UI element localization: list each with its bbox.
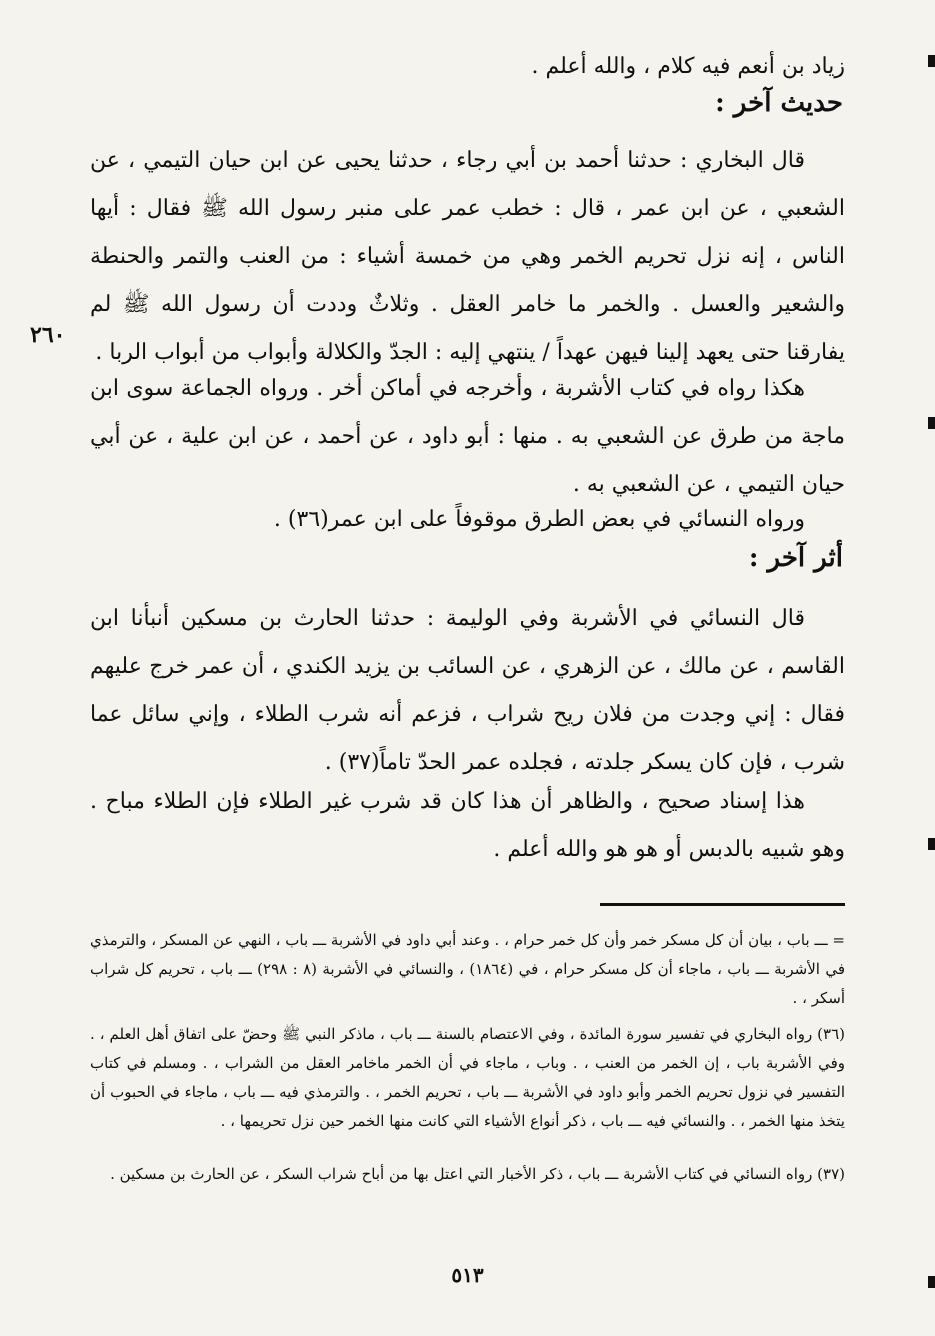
paragraph-takhrij: هكذا رواه في كتاب الأشربة ، وأخرجه في أماكن أخر . ورواه الجماعة سوى ابن ماجة من طرق عن الشعبي به . منها : أبو داود ، عن أحمد ، عن ابن علية ، عن أبي حيان التيمي ، عن الشعبي به . [90,376,845,497]
page-edge-mark [928,417,935,429]
heading-athar: أثر آخر : [748,543,843,573]
footnote-continuation: = ـــ باب ، بيان أن كل مسكر خمر وأن كل خمر حرام ، . وعند أبي داود في الأشربة ـــ باب ، النهي عن المسكر ، والترمذي في الأشربة ـــ باب ، ماجاء أن كل مسكر حرام ، في (١٨٦٤) ، والنسائي في الأشربة (٨ : ٢٩٨) ـــ باب ، تحريم كل شراب أسكر ، . [90,931,845,1007]
heading-hadith: حديث آخر : [715,88,843,118]
margin-page-number: ٢٦٠ [30,322,66,348]
page-edge-mark [928,55,935,67]
footnote-separator [600,903,845,906]
paragraph-bukhari: قال البخاري : حدثنا أحمد بن أبي رجاء ، حدثنا يحيى عن ابن حيان التيمي ، عن الشعبي ، عن ابن عمر ، قال : خطب عمر على منبر رسول الله ﷺ فقال : أيها الناس ، إنه نزل تحريم الخمر وهي من خمسة أشياء : من العنب والتمر والحنطة والشعير والعسل . والخمر ما خامر العقل . وثلاثٌ وددت أن رسول الله ﷺ لم يفارقنا حتى يعهد إلينا فيهن عهداً / ينتهي إليه : الجدّ والكلالة وأبواب من أبواب الربا . [90,148,845,365]
page-edge-mark [928,838,935,850]
paragraph-nasai-athar: قال النسائي في الأشربة وفي الوليمة : حدثنا الحارث بن مسكين أنبأنا ابن القاسم ، عن مالك ، عن الزهري ، عن السائب بن يزيد الكندي ، أن عمر خرج عليهم فقال : إني وجدت من فلان ريح شراب ، فزعم أنه شرب الطلاء ، وإني سائل عما شرب ، فإن كان يسكر جلدته ، فجلده عمر الحدّ تاماً(٣٧) . [90,606,845,775]
text-line-top: زياد بن أنعم فيه كلام ، والله أعلم . [531,54,845,79]
footnote-36: (٣٦) رواه البخاري في تفسير سورة المائدة ، وفي الاعتصام بالسنة ـــ باب ، ماذكر النبي ﷺ وحضّ على اتفاق أهل العلم ، . وفي الأشربة باب ، إن الخمر من العنب ، . وباب ، ماجاء في أن الخمر ماخامر العقل من الشراب ، . ومسلم في كتاب التفسير في نزول تحريم الخمر وأبو داود في الأشربة ـــ باب ، تحريم الخمر ، . والترمذي فيه ـــ باب ، ماجاء في الحبوب أن يتخذ منها الخمر ، . والنسائي فيه ـــ باب ، ذكر أنواع الأشياء التي كانت منها الخمر حين نزل تحريمها ، . [90,1025,845,1130]
paragraph-isnad: هذا إسناد صحيح ، والظاهر أن هذا كان قد شرب غير الطلاء فإن الطلاء مباح . وهو شبيه بالدبس أو هو هو والله أعلم . [90,789,845,862]
page-number: ٥١٣ [451,1263,484,1287]
footnote-37: (٣٧) رواه النسائي في كتاب الأشربة ـــ باب ، ذكر الأخبار التي اعتل بها من أباح شراب السكر ، عن الحارث بن مسكين . [110,1165,845,1183]
paragraph-nasai-mawquf: ورواه النسائي في بعض الطرق موقوفاً على ابن عمر(٣٦) . [273,507,805,532]
